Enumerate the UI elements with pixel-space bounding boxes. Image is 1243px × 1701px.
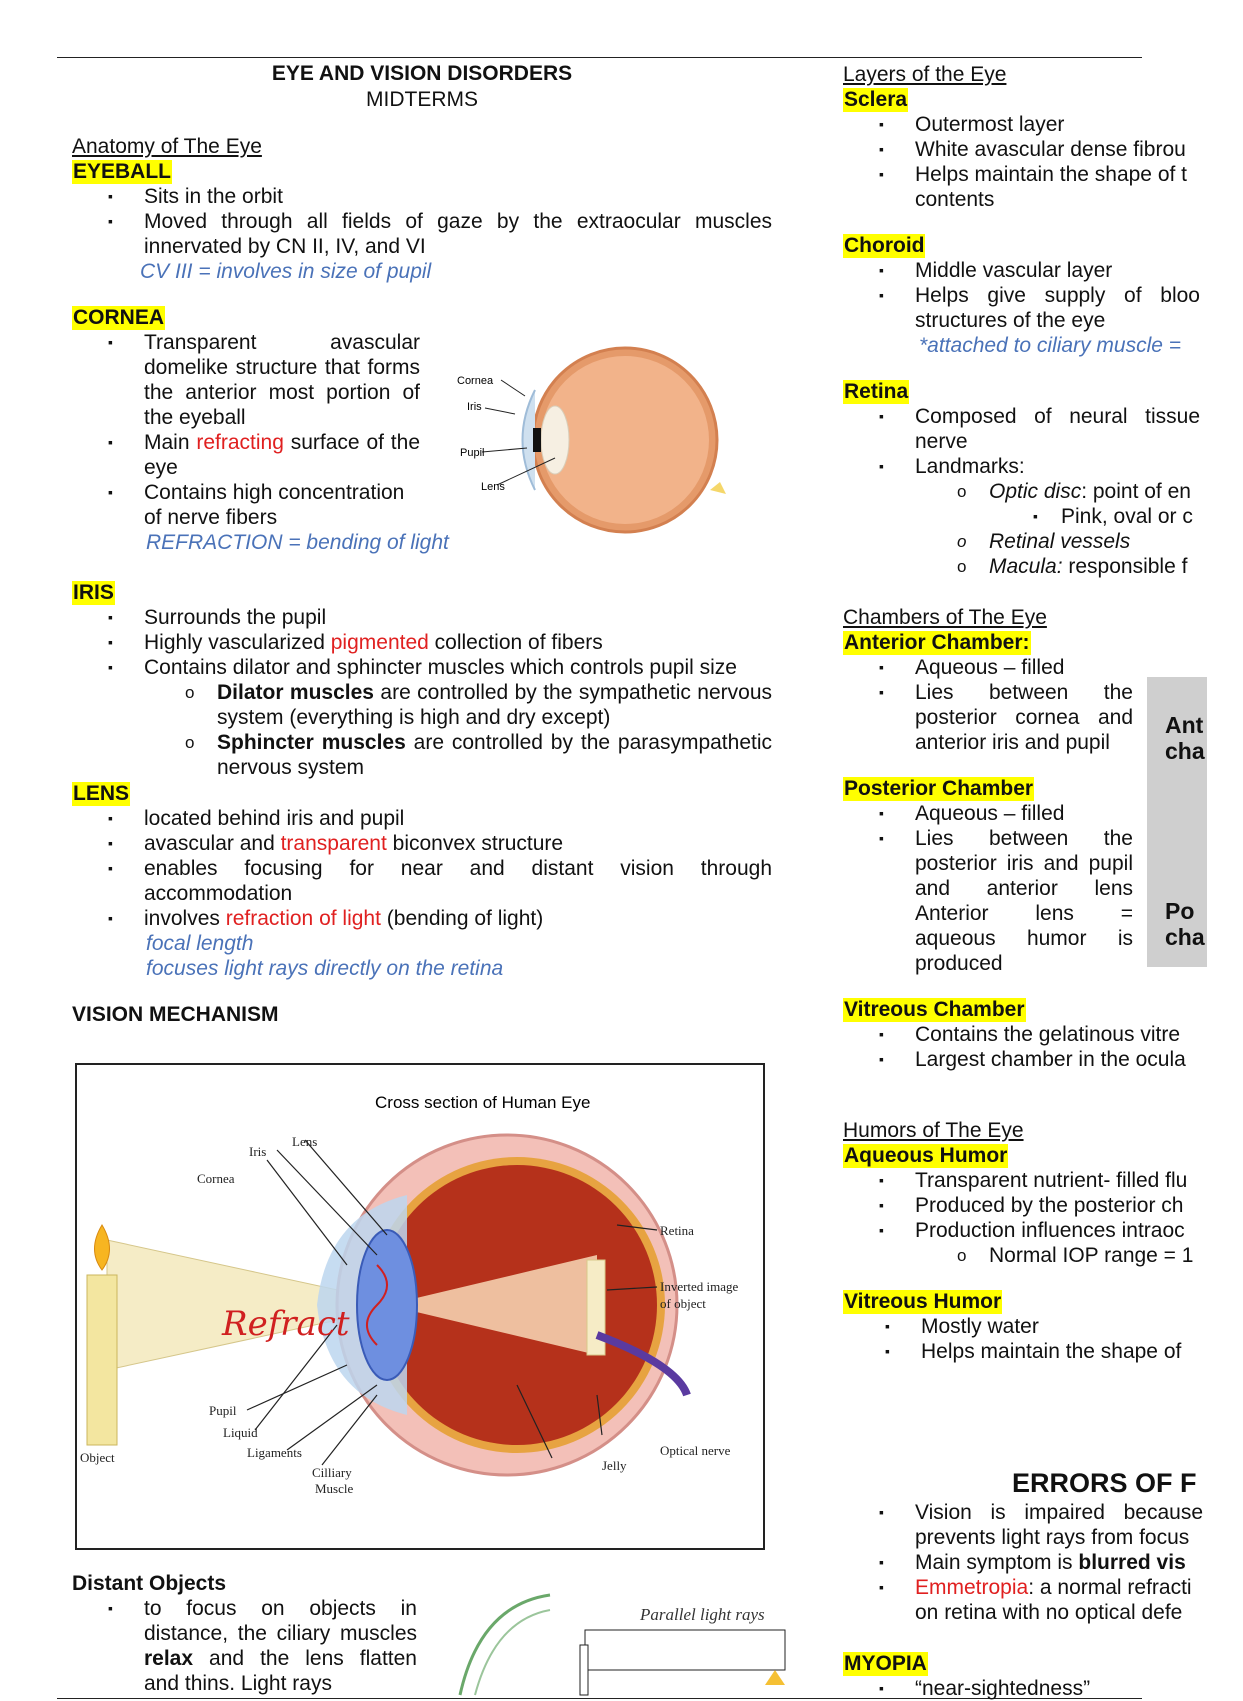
list-item: ▪ Lies between the posterior cornea and anterior iris and pupil [915,680,1133,755]
diagram-label: Ligaments [247,1445,302,1460]
diagram-label: Cilliary [312,1465,352,1480]
list-item: ▪ enables focusing for near and distant vision through accommodation [144,856,772,906]
list-item: o Optic disc: point of en [989,479,1243,504]
diagram-label: Cornea [197,1171,235,1186]
cornea-eye-diagram [455,340,730,550]
vitreous-humor-list [843,1314,1243,1364]
posterior-list [843,801,1133,976]
retina-list [843,404,1243,479]
list-item: ▪ Transparent nutrient- filled flu [915,1168,1243,1193]
diagram-label: Object [80,1450,115,1465]
choroid-label: Choroid [844,234,925,257]
list-item: ▪ Helps give supply of bloo structures of the eye [915,283,1200,333]
list-item: ▪ “near-sightedness” [915,1676,1203,1701]
page-title: EYE AND VISION DISORDERS [271,62,573,85]
diagram-label: Iris [249,1144,267,1159]
list-item: ▪ Landmarks: [915,454,1243,479]
list-item: o Macula: responsible f [989,554,1243,579]
list-item: ▪ Aqueous – filled [915,801,1133,826]
list-item: ▪ Outermost layer [915,112,1243,137]
list-item: ▪ Contains the gelatinous vitre [915,1022,1243,1047]
panel-label: Ant [1165,712,1204,738]
choroid-list [843,258,1243,333]
distant-section [72,1572,417,1696]
diagram-label: Retina [660,1223,694,1238]
errors-section [843,1500,1203,1625]
vision-diagram-frame [75,1063,765,1550]
diagram-label: of object [660,1296,706,1311]
eyeball-label: EYEBALL [73,160,172,183]
iris-list [72,605,772,680]
diagram-label: Inverted image [660,1279,739,1294]
list-item: ▪ Helps maintain the shape of t contents [915,162,1205,212]
myopia-label: MYOPIA [844,1652,927,1675]
list-item: ▪ Lies between the posterior iris and pupil and anterior lens Anterior lens = aqueous humor is produced [915,826,1133,976]
vitreous-humor-label: Vitreous Humor [844,1290,1002,1313]
list-item: ▪ to focus on objects in distance, the ciliary muscles relax and the lens flatten and thins. Light rays [144,1596,417,1696]
cornea-note: REFRACTION = bending of light [146,531,449,554]
eyeball-section [72,160,772,284]
list-item: ▪ Composed of neural tissue nerve [915,404,1200,454]
retina-sublist [843,479,1243,504]
list-item: ▪ Sits in the orbit [144,184,772,209]
list-item: ▪ Highly vascularized pigmented collection of fibers [144,630,772,655]
diagram-label: Iris [467,401,482,413]
aqueous-sublist [843,1243,1243,1268]
diagram-label: Optical nerve [660,1443,731,1458]
list-item: ▪ Main symptom is blurred vis [915,1550,1203,1575]
iris-sublist [72,680,772,780]
vitreous-chamber-section [843,998,1243,1072]
panel-label: Po [1165,898,1195,924]
page-subtitle: MIDTERMS [366,88,478,111]
diagram-label: Pupil [209,1403,237,1418]
distant-list [72,1596,417,1696]
diagram-label: Liquid [223,1425,258,1440]
list-item: ▪ Largest chamber in the ocula [915,1047,1243,1072]
chambers-heading: Chambers of The Eye [843,606,1047,629]
sclera-label: Sclera [844,88,908,111]
diagram-label: Lens [292,1134,318,1149]
vision-heading: VISION MECHANISM [72,1003,279,1026]
aqueous-section [843,1144,1243,1268]
lens-note-2: focuses light rays directly on the retina [146,957,504,980]
vitreous-humor-section [843,1290,1243,1364]
anterior-label: Anterior Chamber: [844,631,1030,654]
list-item: ▪ Transparent avascular domelike structure that forms the anterior most portion of the eyeball [144,330,420,430]
choroid-note: *attached to ciliary muscle = [919,334,1182,357]
vision-diagram [77,1065,763,1548]
sclera-section [843,88,1243,212]
eyeball-note: CV III = involves in size of pupil [140,260,432,283]
retina-subsublist [843,504,1243,529]
list-item: ▪ involves refraction of light (bending of light) [144,906,772,931]
diagram-label: Cornea [457,375,494,387]
list-item: ▪ Pink, oval or c [1061,504,1243,529]
panel-label: cha [1165,924,1205,950]
anatomy-heading: Anatomy of The Eye [72,135,262,158]
list-item: ▪ Surrounds the pupil [144,605,772,630]
list-item: ▪ Produced by the posterior ch [915,1193,1243,1218]
diagram-label: Jelly [602,1458,627,1473]
list-item: ▪ Vision is impaired because prevents light rays from focus [915,1500,1203,1550]
distant-diagram [440,1575,800,1695]
diagram-label: Parallel light rays [640,1605,765,1624]
anterior-list [843,655,1133,755]
eyeball-list [72,184,772,259]
lens-section [72,782,772,981]
list-item: ▪ Contains high concentration of nerve fibers [144,480,420,530]
list-item: o Sphincter muscles are controlled by the parasympathetic nervous system [217,730,772,780]
vitreous-chamber-list [843,1022,1243,1072]
list-item: o Dilator muscles are controlled by the sympathetic nervous system (everything is high and dry except) [217,680,772,730]
lens-note-1: focal length [146,932,254,955]
panel-label: cha [1165,738,1205,764]
list-item: ▪ Mostly water [921,1314,1243,1339]
lens-label: LENS [73,782,130,805]
iris-section [72,581,772,780]
retina-section [843,380,1243,579]
vitreous-chamber-label: Vitreous Chamber [844,998,1025,1021]
errors-list [843,1500,1203,1625]
aqueous-label: Aqueous Humor [844,1144,1008,1167]
list-item: ▪ Production influences intraoc [915,1218,1243,1243]
list-item: o Retinal vessels [989,529,1243,554]
myopia-section [843,1652,1203,1701]
layers-heading: Layers of the Eye [843,63,1007,86]
list-item: ▪ Moved through all fields of gaze by the extraocular muscles innervated by CN II, IV, and VI [144,209,772,259]
list-item: ▪ White avascular dense fibrou [915,137,1243,162]
diagram-label: Pupil [460,447,485,459]
humors-heading: Humors of The Eye [843,1119,1024,1142]
retina-sublist-2 [843,529,1243,579]
lens-list [72,806,772,931]
distant-heading: Distant Objects [72,1572,227,1595]
aqueous-list [843,1168,1243,1243]
diagram-label: Lens [481,481,505,493]
list-item: ▪ Helps maintain the shape of [921,1339,1243,1364]
iris-label: IRIS [73,581,114,604]
myopia-list [843,1676,1203,1701]
diagram-title: Cross section of Human Eye [375,1093,591,1112]
list-item: ▪ avascular and transparent biconvex structure [144,831,772,856]
list-item: ▪ Emmetropia: a normal refracti on retina with no optical defe [915,1575,1203,1625]
list-item: ▪ Aqueous – filled [915,655,1133,680]
retina-label: Retina [844,380,909,403]
list-item: ▪ Contains dilator and sphincter muscles which controls pupil size [144,655,772,680]
choroid-section [843,234,1243,358]
list-item: ▪ Main refracting surface of the eye [144,430,420,480]
list-item: ▪ Middle vascular layer [915,258,1243,283]
cornea-label: CORNEA [73,306,165,329]
posterior-label: Posterior Chamber [844,777,1034,800]
sclera-list [843,112,1243,212]
errors-heading: ERRORS OF F [1012,1468,1197,1498]
cornea-list [72,330,420,530]
list-item: ▪ located behind iris and pupil [144,806,772,831]
list-item: o Normal IOP range = 1 [989,1243,1243,1268]
handwritten-note: Refract [222,1304,350,1344]
diagram-label: Muscle [315,1481,354,1496]
